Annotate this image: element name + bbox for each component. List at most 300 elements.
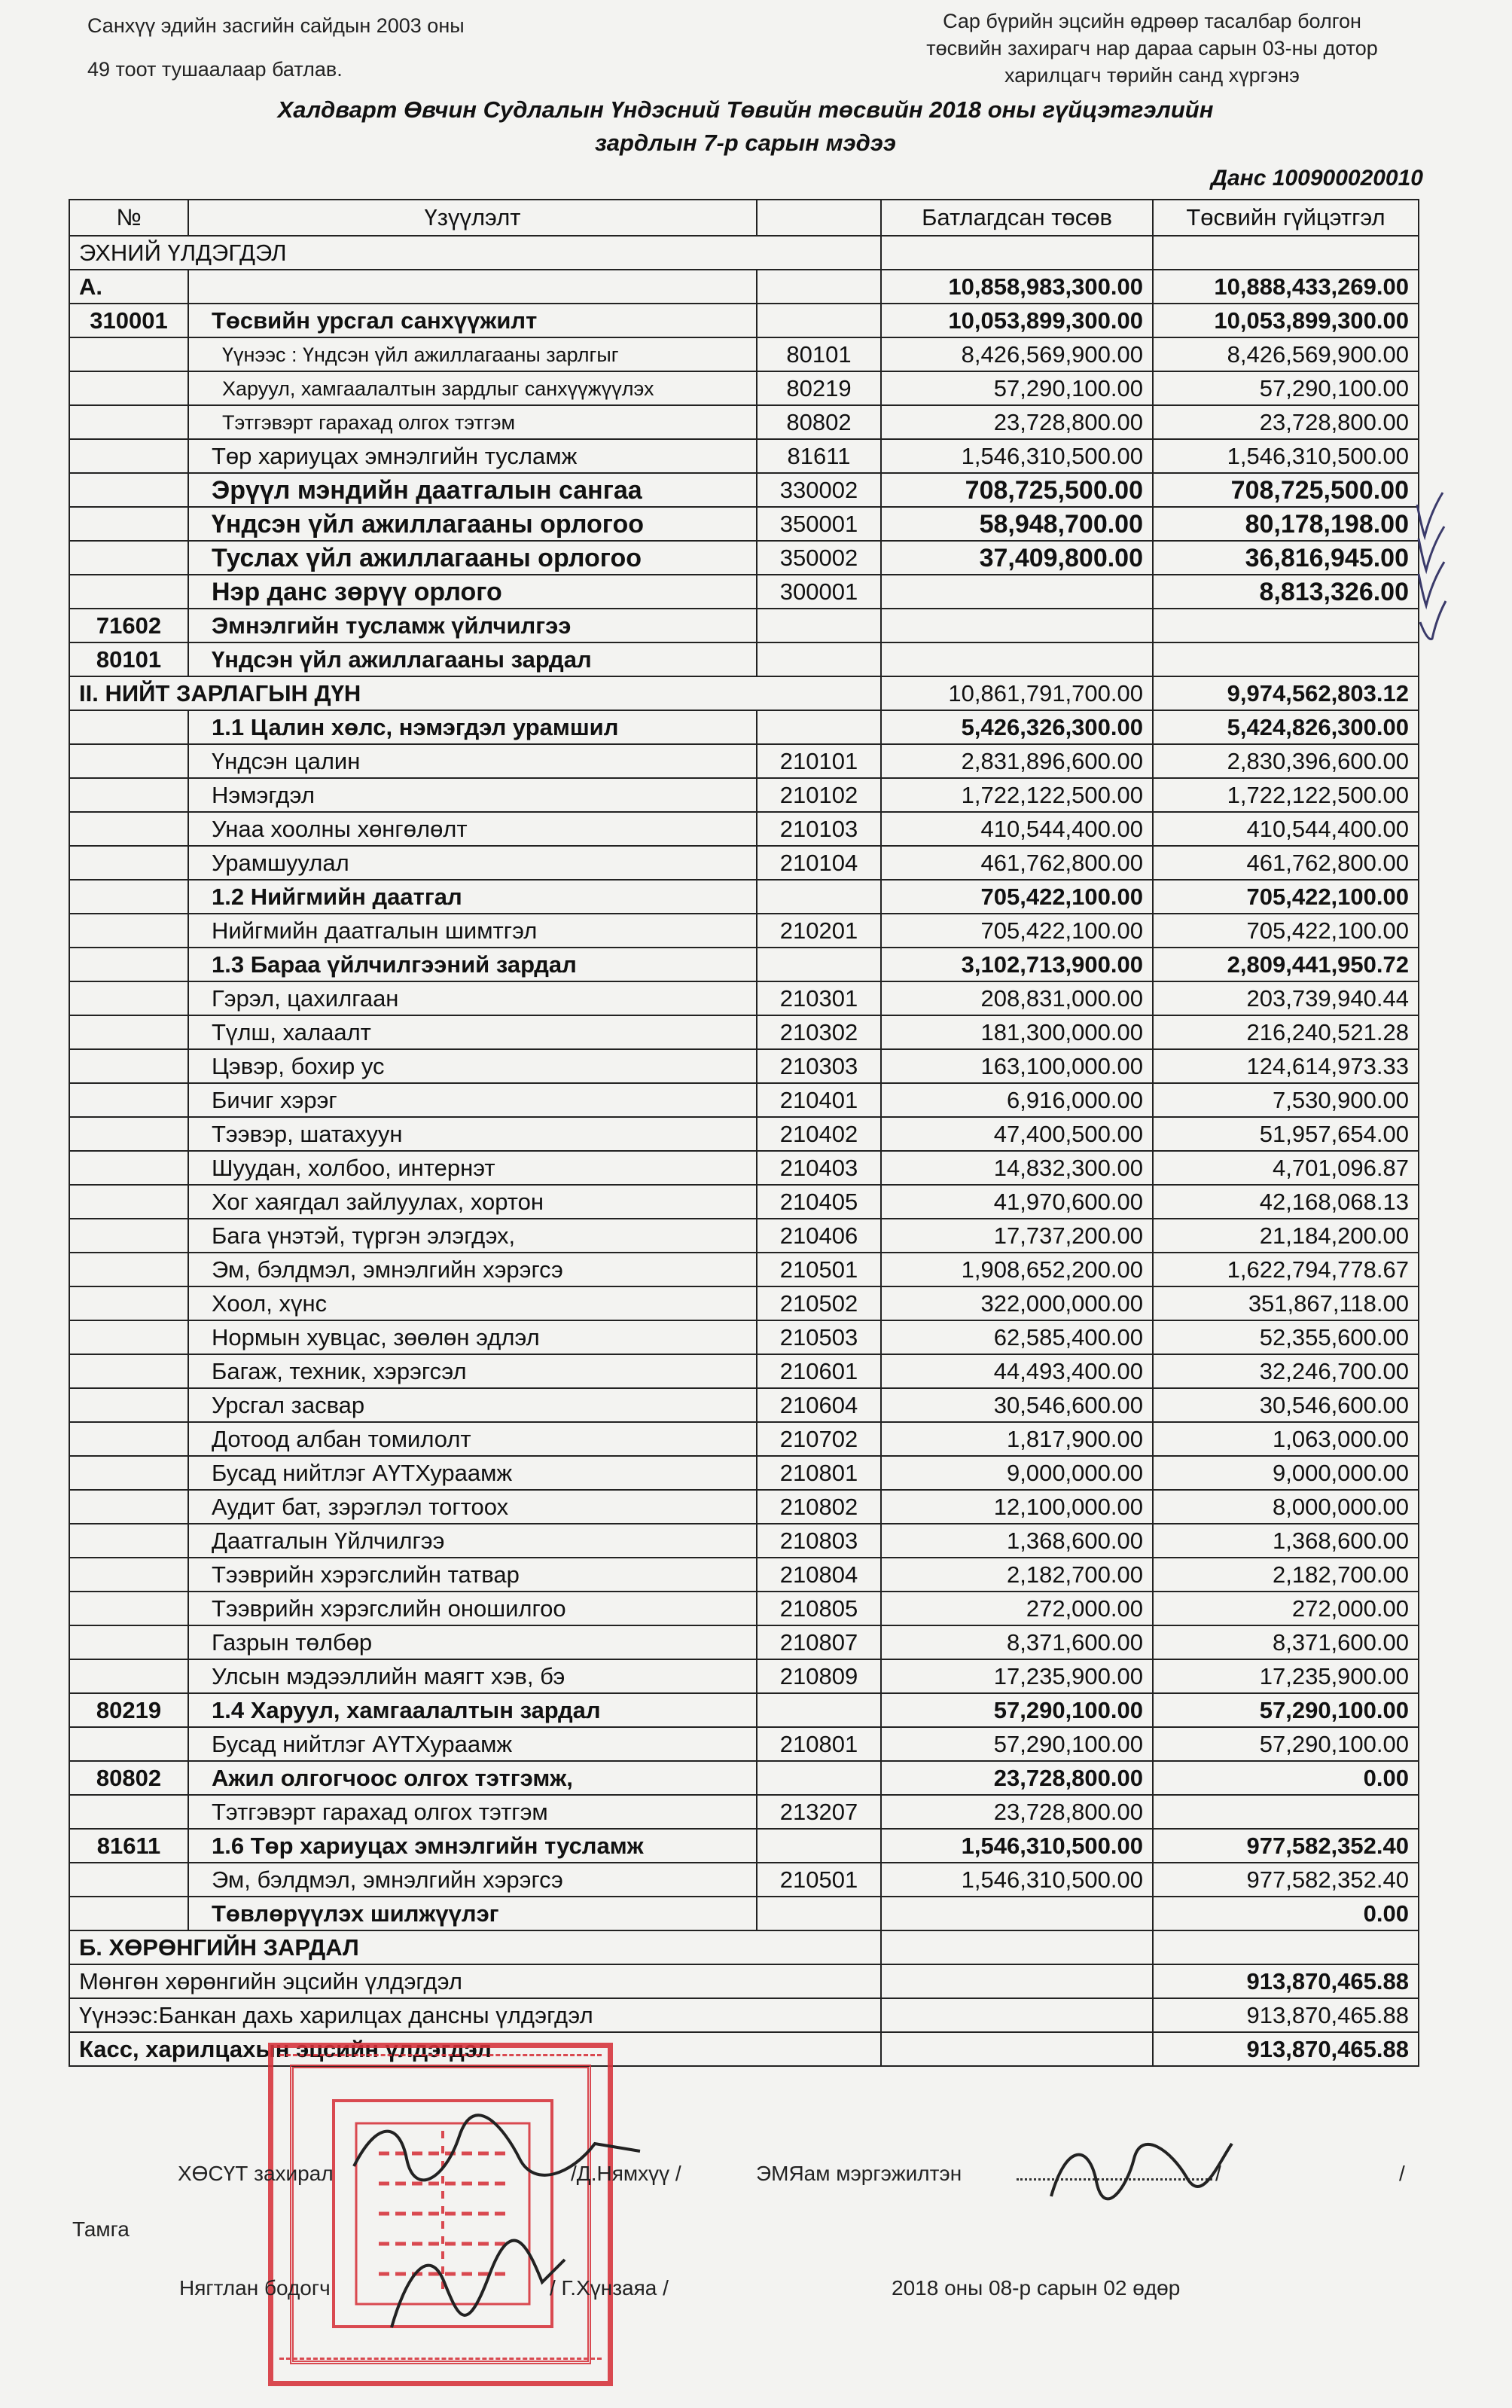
cell-indicator: Төсвийн урсгал санхүүжилт — [188, 304, 757, 337]
accountant-name: / Г.Хүнзаяа / — [550, 2276, 669, 2300]
cell-number: 310001 — [69, 304, 188, 337]
cell-actual: 272,000.00 — [1153, 1592, 1419, 1625]
table-row — [69, 507, 1419, 541]
table-row — [69, 1015, 1419, 1049]
cell-approved: 57,290,100.00 — [881, 1693, 1153, 1727]
table-row — [69, 1558, 1419, 1592]
table-row — [69, 1151, 1419, 1185]
cell-actual: 8,813,326.00 — [1153, 575, 1419, 609]
cell-code: 210403 — [757, 1151, 881, 1185]
table-row — [69, 1117, 1419, 1151]
cell-approved — [881, 575, 1153, 609]
cell-code: 210801 — [757, 1456, 881, 1490]
cell-indicator: Тээвэр, шатахуун — [188, 1117, 757, 1151]
cell-indicator: Унаа хоолны хөнгөлөлт — [188, 812, 757, 846]
cell-actual: 36,816,945.00 — [1153, 541, 1419, 575]
specialist-end: / — [1399, 2162, 1405, 2185]
cell-actual: 705,422,100.00 — [1153, 914, 1419, 948]
col-header-code — [757, 200, 881, 236]
cell-number — [69, 1592, 188, 1625]
cell-actual: 8,426,569,900.00 — [1153, 337, 1419, 371]
cell-number — [69, 1524, 188, 1558]
table-row — [69, 1998, 1419, 2032]
cell-number — [69, 1897, 188, 1930]
cell-approved: 23,728,800.00 — [881, 1795, 1153, 1829]
cell-indicator: Тэтгэвэрт гарахад олгох тэтгэм — [188, 405, 757, 439]
decree-line-1: Санхүү эдийн засгийн сайдын 2003 оны — [87, 14, 465, 37]
cell-number — [69, 371, 188, 405]
table-header-row — [69, 200, 1419, 236]
col-header-indicator: Үзүүлэлт — [188, 200, 757, 236]
specialist-slash: / — [1215, 2162, 1221, 2185]
cell-actual: 10,053,899,300.00 — [1153, 304, 1419, 337]
col-header-number: № — [69, 200, 188, 236]
table-row — [69, 1693, 1419, 1727]
cell-approved: 17,235,900.00 — [881, 1659, 1153, 1693]
cell-indicator: Бичиг хэрэг — [188, 1083, 757, 1117]
decree-line-2: 49 тоот тушаалаар батлав. — [87, 58, 343, 81]
table-row — [69, 473, 1419, 507]
cell-actual: 2,182,700.00 — [1153, 1558, 1419, 1592]
cell-indicator: Тээврийн хэрэгслийн оношилгоо — [188, 1592, 757, 1625]
cell-actual: 30,546,600.00 — [1153, 1388, 1419, 1422]
cell-indicator: Эм, бэлдмэл, эмнэлгийн хэрэгсэ — [188, 1863, 757, 1897]
cell-indicator: Бага үнэтэй, түргэн элэгдэх, — [188, 1219, 757, 1253]
cell-actual: 351,867,118.00 — [1153, 1286, 1419, 1320]
cell-approved: 9,000,000.00 — [881, 1456, 1153, 1490]
cell-number — [69, 575, 188, 609]
cell-actual — [1153, 1795, 1419, 1829]
cell-number — [69, 1015, 188, 1049]
cell-code — [757, 880, 881, 914]
cell-actual — [1153, 236, 1419, 270]
cell-code: 81611 — [757, 439, 881, 473]
cell-approved — [881, 609, 1153, 642]
cell-approved: 44,493,400.00 — [881, 1354, 1153, 1388]
cell-approved: 23,728,800.00 — [881, 1761, 1153, 1795]
accountant-signature — [376, 2229, 572, 2342]
cell-actual: 57,290,100.00 — [1153, 371, 1419, 405]
cell-actual: 1,063,000.00 — [1153, 1422, 1419, 1456]
cell-approved: 708,725,500.00 — [881, 473, 1153, 507]
cell-actual: 216,240,521.28 — [1153, 1015, 1419, 1049]
cell-actual: 4,701,096.87 — [1153, 1151, 1419, 1185]
table-row — [69, 1930, 1419, 1964]
cell-approved: 62,585,400.00 — [881, 1320, 1153, 1354]
cell-indicator: Бусад нийтлэг АҮТХураамж — [188, 1456, 757, 1490]
cell-number — [69, 1422, 188, 1456]
cell-number — [69, 1863, 188, 1897]
cell-actual: 913,870,465.88 — [1153, 1964, 1419, 1998]
cell-code — [757, 1693, 881, 1727]
specialist-signature — [1044, 2136, 1239, 2204]
table-row — [69, 1524, 1419, 1558]
cell-code — [757, 642, 881, 676]
col-header-approved-budget: Батлагдсан төсөв — [881, 200, 1153, 236]
accountant-label: Нягтлан бодогч — [179, 2276, 331, 2300]
cell-actual: 8,000,000.00 — [1153, 1490, 1419, 1524]
cell-approved — [881, 1897, 1153, 1930]
table-row — [69, 778, 1419, 812]
submission-note-line-2: төсвийн захирагч нар дараа сарын 03-ны дотор — [926, 37, 1378, 60]
cell-indicator: Үндсэн цалин — [188, 744, 757, 778]
cell-approved: 57,290,100.00 — [881, 371, 1153, 405]
table-row — [69, 1795, 1419, 1829]
cell-approved: 37,409,800.00 — [881, 541, 1153, 575]
cell-actual: 708,725,500.00 — [1153, 473, 1419, 507]
cell-code: 210805 — [757, 1592, 881, 1625]
cell-approved: 1,546,310,500.00 — [881, 1829, 1153, 1863]
cell-indicator: 1.6 Төр хариуцах эмнэлгийн тусламж — [188, 1829, 757, 1863]
cell-number — [69, 1049, 188, 1083]
cell-number — [69, 1320, 188, 1354]
cell-code — [757, 1829, 881, 1863]
table-row — [69, 575, 1419, 609]
cell-number: 80101 — [69, 642, 188, 676]
cell-actual: 1,368,600.00 — [1153, 1524, 1419, 1558]
cell-actual: 9,000,000.00 — [1153, 1456, 1419, 1490]
cell-actual: 57,290,100.00 — [1153, 1727, 1419, 1761]
table-row — [69, 710, 1419, 744]
cell-code: 80219 — [757, 371, 881, 405]
cell-indicator: Үндсэн үйл ажиллагааны зардал — [188, 642, 757, 676]
cell-approved: 705,422,100.00 — [881, 914, 1153, 948]
cell-code: 210104 — [757, 846, 881, 880]
cell-actual: 1,546,310,500.00 — [1153, 439, 1419, 473]
row-label: ЭХНИЙ ҮЛДЭГДЭЛ — [69, 236, 881, 270]
cell-actual: 203,739,940.44 — [1153, 981, 1419, 1015]
cell-number: А. — [69, 270, 188, 304]
table-row — [69, 304, 1419, 337]
cell-approved: 12,100,000.00 — [881, 1490, 1153, 1524]
cell-number — [69, 405, 188, 439]
table-row — [69, 270, 1419, 304]
cell-approved: 705,422,100.00 — [881, 880, 1153, 914]
cell-actual: 9,974,562,803.12 — [1153, 676, 1419, 710]
cell-indicator: Туслах үйл ажиллагааны орлогоо — [188, 541, 757, 575]
cell-number — [69, 1727, 188, 1761]
cell-indicator: 1.4 Харуул, хамгаалалтын зардал — [188, 1693, 757, 1727]
cell-indicator: Төр хариуцах эмнэлгийн тусламж — [188, 439, 757, 473]
cell-number — [69, 710, 188, 744]
cell-code: 213207 — [757, 1795, 881, 1829]
table-row — [69, 914, 1419, 948]
cell-approved: 8,371,600.00 — [881, 1625, 1153, 1659]
cell-code: 210503 — [757, 1320, 881, 1354]
cell-approved — [881, 1930, 1153, 1964]
cell-number — [69, 1659, 188, 1693]
cell-code: 210406 — [757, 1219, 881, 1253]
cell-indicator: Тээврийн хэрэгслийн татвар — [188, 1558, 757, 1592]
cell-number — [69, 1117, 188, 1151]
cell-approved: 58,948,700.00 — [881, 507, 1153, 541]
col-header-budget-execution: Төсвийн гүйцэтгэл — [1153, 200, 1419, 236]
account-number: Данс 100900020010 — [1211, 166, 1423, 191]
cell-approved: 322,000,000.00 — [881, 1286, 1153, 1320]
cell-code — [757, 948, 881, 981]
cell-approved: 272,000.00 — [881, 1592, 1153, 1625]
cell-number — [69, 778, 188, 812]
submission-note — [866, 8, 1438, 89]
cell-actual: 705,422,100.00 — [1153, 880, 1419, 914]
row-label: Үүнээс:Банкан дахь харилцах дансны үлдэгдэл — [69, 1998, 881, 2032]
cell-indicator: Хог хаягдал зайлуулах, хортон — [188, 1185, 757, 1219]
cell-code: 330002 — [757, 473, 881, 507]
cell-actual: 32,246,700.00 — [1153, 1354, 1419, 1388]
cell-approved: 1,908,652,200.00 — [881, 1253, 1153, 1286]
director-name: /Д.Нямхүү / — [571, 2162, 681, 2185]
report-title-line-2: зардлын 7-р сарын мэдээ — [594, 130, 896, 156]
cell-actual: 2,809,441,950.72 — [1153, 948, 1419, 981]
table-row — [69, 405, 1419, 439]
cell-approved: 181,300,000.00 — [881, 1015, 1153, 1049]
cell-indicator: Харуул, хамгаалалтын зардлыг санхүүжүүлэх — [188, 371, 757, 405]
cell-actual: 124,614,973.33 — [1153, 1049, 1419, 1083]
cell-code: 210302 — [757, 1015, 881, 1049]
cell-indicator: Бусад нийтлэг АҮТХураамж — [188, 1727, 757, 1761]
cell-indicator: Даатгалын Үйлчилгээ — [188, 1524, 757, 1558]
cell-number — [69, 439, 188, 473]
cell-code: 300001 — [757, 575, 881, 609]
cell-number — [69, 1219, 188, 1253]
table-row — [69, 880, 1419, 914]
cell-approved: 17,737,200.00 — [881, 1219, 1153, 1253]
director-label: ХӨСҮТ захирал — [178, 2162, 334, 2185]
cell-number: 80219 — [69, 1693, 188, 1727]
submission-note-line-3: харилцагч төрийн санд хүргэнэ — [1004, 64, 1300, 87]
cell-code: 210604 — [757, 1388, 881, 1422]
cell-approved: 1,817,900.00 — [881, 1422, 1153, 1456]
cell-indicator: Нормын хувцас, зөөлөн эдлэл — [188, 1320, 757, 1354]
cell-code: 210405 — [757, 1185, 881, 1219]
table-row — [69, 1863, 1419, 1897]
cell-actual: 57,290,100.00 — [1153, 1693, 1419, 1727]
cell-approved: 10,861,791,700.00 — [881, 676, 1153, 710]
cell-code: 210303 — [757, 1049, 881, 1083]
cell-number — [69, 846, 188, 880]
cell-approved: 461,762,800.00 — [881, 846, 1153, 880]
table-row — [69, 744, 1419, 778]
cell-actual: 42,168,068.13 — [1153, 1185, 1419, 1219]
cell-number — [69, 1253, 188, 1286]
cell-indicator: 1.2 Нийгмийн даатгал — [188, 880, 757, 914]
table-row — [69, 1456, 1419, 1490]
cell-code: 80802 — [757, 405, 881, 439]
cell-actual: 913,870,465.88 — [1153, 2032, 1419, 2066]
table-row — [69, 1388, 1419, 1422]
cell-code: 210809 — [757, 1659, 881, 1693]
cell-indicator: Нэр данс зөрүү орлого — [188, 575, 757, 609]
cell-code: 210501 — [757, 1863, 881, 1897]
cell-indicator: Түлш, халаалт — [188, 1015, 757, 1049]
cell-number — [69, 473, 188, 507]
cell-approved: 23,728,800.00 — [881, 405, 1153, 439]
cell-number — [69, 981, 188, 1015]
cell-number — [69, 1354, 188, 1388]
row-label: II. НИЙТ ЗАРЛАГЫН ДҮН — [69, 676, 881, 710]
cell-actual: 80,178,198.00 — [1153, 507, 1419, 541]
cell-approved: 57,290,100.00 — [881, 1727, 1153, 1761]
report-date: 2018 оны 08-р сарын 02 өдөр — [892, 2276, 1181, 2300]
table-row — [69, 1320, 1419, 1354]
cell-code — [757, 1897, 881, 1930]
table-row — [69, 676, 1419, 710]
cell-code — [757, 304, 881, 337]
cell-approved: 3,102,713,900.00 — [881, 948, 1153, 981]
cell-indicator: Цэвэр, бохир ус — [188, 1049, 757, 1083]
cell-code: 210802 — [757, 1490, 881, 1524]
cell-number — [69, 1558, 188, 1592]
table-row — [69, 1964, 1419, 1998]
table-row — [69, 1490, 1419, 1524]
cell-indicator: Дотоод албан томилолт — [188, 1422, 757, 1456]
cell-actual — [1153, 609, 1419, 642]
cell-indicator: Нийгмийн даатгалын шимтгэл — [188, 914, 757, 948]
cell-code: 210301 — [757, 981, 881, 1015]
row-label: Мөнгөн хөрөнгийн эцсийн үлдэгдэл — [69, 1964, 881, 1998]
table-row — [69, 1219, 1419, 1253]
cell-code: 210103 — [757, 812, 881, 846]
table-row — [69, 1083, 1419, 1117]
seal-ornament-bottom — [279, 2358, 602, 2375]
cell-indicator: 1.1 Цалин хөлс, нэмэгдэл урамшил — [188, 710, 757, 744]
cell-actual: 5,424,826,300.00 — [1153, 710, 1419, 744]
cell-approved: 2,182,700.00 — [881, 1558, 1153, 1592]
cell-approved — [881, 2032, 1153, 2066]
cell-actual — [1153, 642, 1419, 676]
cell-approved: 410,544,400.00 — [881, 812, 1153, 846]
table-row — [69, 1185, 1419, 1219]
table-row — [69, 1354, 1419, 1388]
table-row — [69, 541, 1419, 575]
seal-ornament-top — [279, 2054, 602, 2071]
table-row — [69, 1049, 1419, 1083]
cell-code: 210401 — [757, 1083, 881, 1117]
cell-indicator: Төвлөрүүлэх шилжүүлэг — [188, 1897, 757, 1930]
cell-indicator: Эмнэлгийн тусламж үйлчилгээ — [188, 609, 757, 642]
table-row — [69, 948, 1419, 981]
cell-code: 210601 — [757, 1354, 881, 1388]
cell-actual: 21,184,200.00 — [1153, 1219, 1419, 1253]
table-row — [69, 1829, 1419, 1863]
cell-number: 81611 — [69, 1829, 188, 1863]
table-row — [69, 846, 1419, 880]
cell-number — [69, 1083, 188, 1117]
cell-number — [69, 914, 188, 948]
table-row — [69, 1761, 1419, 1795]
cell-number — [69, 1151, 188, 1185]
cell-indicator: Ажил олгогчоос олгох тэтгэмж, — [188, 1761, 757, 1795]
table-row — [69, 1592, 1419, 1625]
cell-number — [69, 744, 188, 778]
cell-approved: 2,831,896,600.00 — [881, 744, 1153, 778]
cell-approved: 163,100,000.00 — [881, 1049, 1153, 1083]
cell-indicator: Газрын төлбөр — [188, 1625, 757, 1659]
row-label: Касс, харилцахын эцсийн үлдэгдэл — [69, 2032, 881, 2066]
cell-number — [69, 1490, 188, 1524]
cell-number — [69, 337, 188, 371]
checkmark-icon — [1417, 595, 1447, 648]
cell-actual: 17,235,900.00 — [1153, 1659, 1419, 1693]
cell-approved: 1,546,310,500.00 — [881, 439, 1153, 473]
cell-approved: 6,916,000.00 — [881, 1083, 1153, 1117]
table-row — [69, 1286, 1419, 1320]
cell-code: 210801 — [757, 1727, 881, 1761]
cell-code: 210804 — [757, 1558, 881, 1592]
cell-number — [69, 1625, 188, 1659]
table-row — [69, 642, 1419, 676]
cell-indicator: Эрүүл мэндийн даатгалын сангаа — [188, 473, 757, 507]
report-title — [75, 93, 1416, 160]
cell-indicator: 1.3 Бараа үйлчилгээний зардал — [188, 948, 757, 981]
cell-number — [69, 812, 188, 846]
cell-actual: 52,355,600.00 — [1153, 1320, 1419, 1354]
cell-indicator: Шуудан, холбоо, интернэт — [188, 1151, 757, 1185]
cell-approved: 1,368,600.00 — [881, 1524, 1153, 1558]
cell-indicator: Аудит бат, зэрэглэл тогтоох — [188, 1490, 757, 1524]
table-row — [69, 371, 1419, 405]
cell-code: 80101 — [757, 337, 881, 371]
cell-number — [69, 1388, 188, 1422]
cell-actual — [1153, 1930, 1419, 1964]
cell-approved: 5,426,326,300.00 — [881, 710, 1153, 744]
cell-actual: 913,870,465.88 — [1153, 1998, 1419, 2032]
cell-actual: 8,371,600.00 — [1153, 1625, 1419, 1659]
cell-actual: 23,728,800.00 — [1153, 405, 1419, 439]
cell-number — [69, 1795, 188, 1829]
cell-actual: 7,530,900.00 — [1153, 1083, 1419, 1117]
cell-code: 210702 — [757, 1422, 881, 1456]
cell-approved: 10,858,983,300.00 — [881, 270, 1153, 304]
table-row — [69, 236, 1419, 270]
table-row — [69, 1253, 1419, 1286]
table-row — [69, 981, 1419, 1015]
cell-indicator: Нэмэгдэл — [188, 778, 757, 812]
cell-code — [757, 270, 881, 304]
cell-number: 80802 — [69, 1761, 188, 1795]
cell-actual: 0.00 — [1153, 1761, 1419, 1795]
cell-number: 71602 — [69, 609, 188, 642]
row-label: Б. ХӨРӨНГИЙН ЗАРДАЛ — [69, 1930, 881, 1964]
cell-approved: 30,546,600.00 — [881, 1388, 1153, 1422]
cell-indicator: Эм, бэлдмэл, эмнэлгийн хэрэгсэ — [188, 1253, 757, 1286]
stamp-label: Тамга — [72, 2217, 130, 2241]
cell-indicator: Урсгал засвар — [188, 1388, 757, 1422]
table-row — [69, 1727, 1419, 1761]
cell-number — [69, 1185, 188, 1219]
table-row — [69, 1897, 1419, 1930]
cell-code — [757, 609, 881, 642]
cell-actual: 977,582,352.40 — [1153, 1829, 1419, 1863]
cell-indicator: Урамшуулал — [188, 846, 757, 880]
cell-code: 350002 — [757, 541, 881, 575]
report-title-line-1: Халдварт Өвчин Судлалын Үндэсний Төвийн төсвийн 2018 оны гүйцэтгэлийн — [277, 96, 1214, 123]
cell-code: 210201 — [757, 914, 881, 948]
cell-approved: 1,546,310,500.00 — [881, 1863, 1153, 1897]
cell-code — [757, 1761, 881, 1795]
cell-actual: 461,762,800.00 — [1153, 846, 1419, 880]
cell-approved — [881, 1964, 1153, 1998]
cell-code: 210803 — [757, 1524, 881, 1558]
cell-indicator: Улсын мэдээллийн маягт хэв, бэ — [188, 1659, 757, 1693]
cell-actual: 1,622,794,778.67 — [1153, 1253, 1419, 1286]
cell-number — [69, 880, 188, 914]
cell-number — [69, 1286, 188, 1320]
table-row — [69, 812, 1419, 846]
cell-indicator: Гэрэл, цахилгаан — [188, 981, 757, 1015]
cell-code: 210501 — [757, 1253, 881, 1286]
cell-number — [69, 948, 188, 981]
